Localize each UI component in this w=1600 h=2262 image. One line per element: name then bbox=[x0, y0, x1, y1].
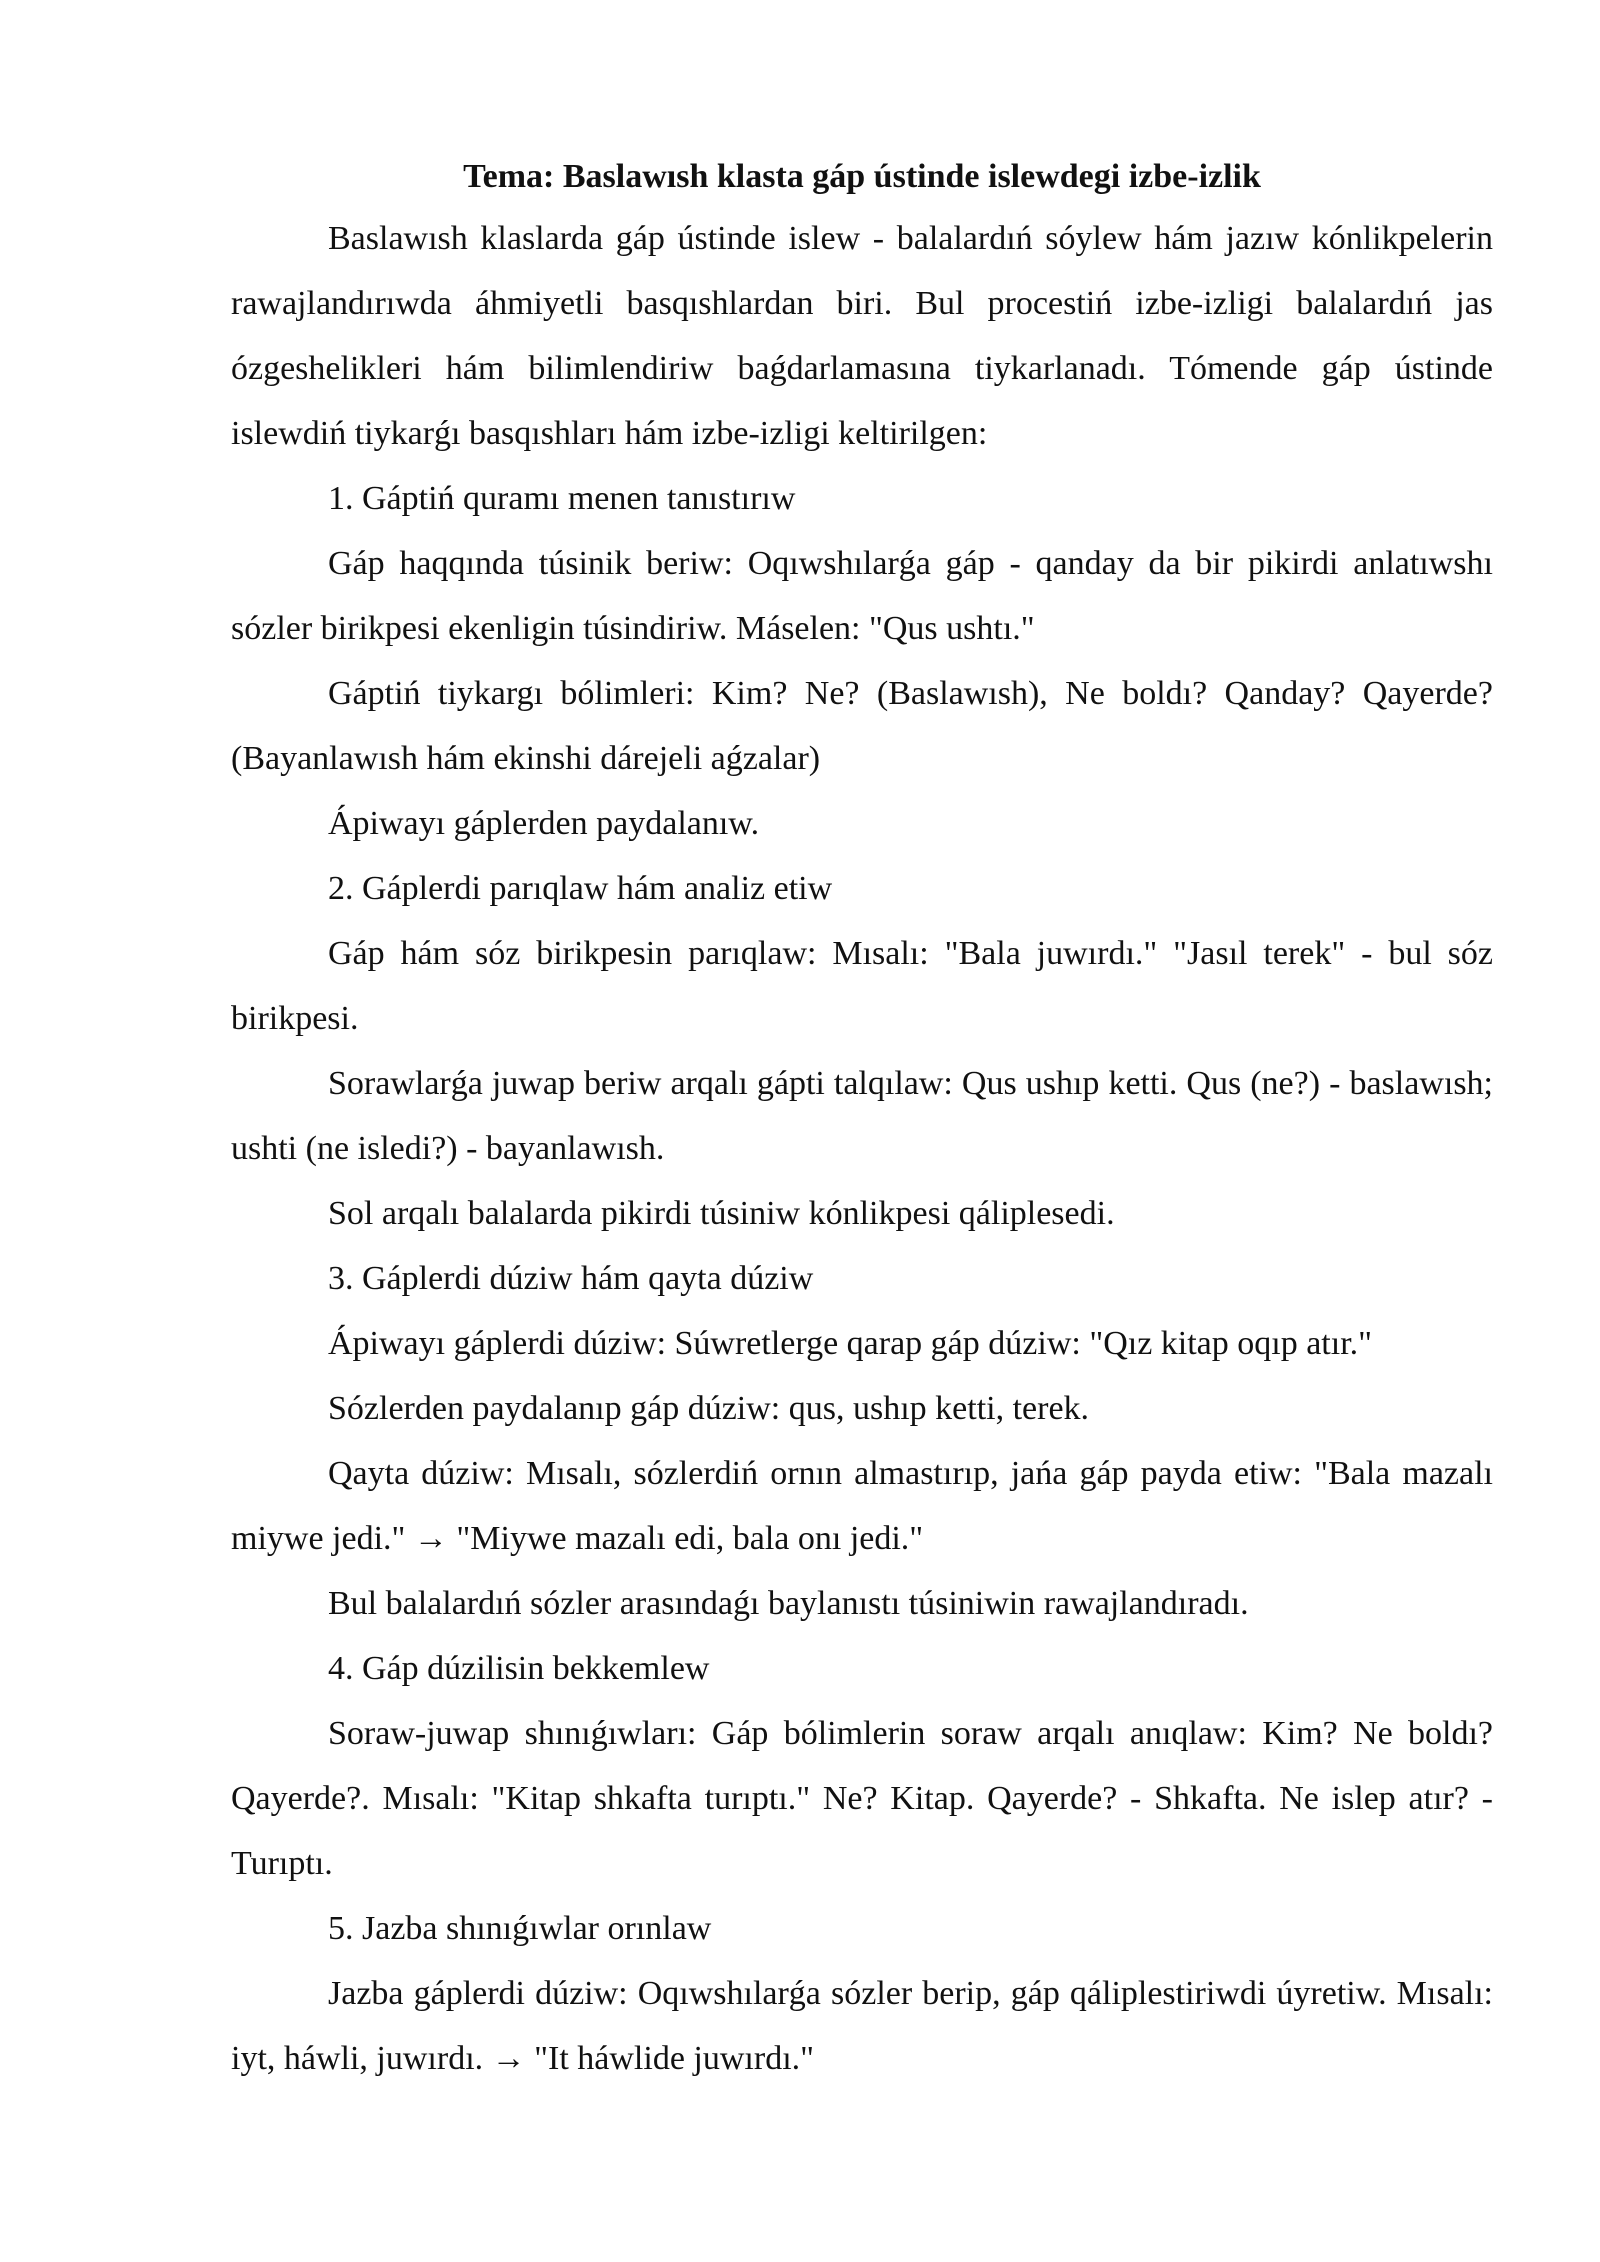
section-heading-3: 3. Gáplerdi dúziw hám qayta dúziw bbox=[328, 1260, 814, 1297]
paragraph: Bul balalardıń sózler arasındaǵı baylanıstı túsiniwin rawajlandıradı. bbox=[328, 1585, 1249, 1622]
document-title: Tema: Baslawısh klasta gáp ústinde islewdegi izbe-izlik bbox=[463, 158, 1261, 195]
intro-paragraph: Baslawısh klaslarda gáp ústinde islew - balalardıń sóylew hám jazıw kónlikpelerin rawajlandırıwda áhmiyetli basqıshlardan biri. Bul procestiń izbe-izligi balalardıń jas ózgeshelikleri hám bilimlendiriw baǵdarlamasına tiykarlanadı. Tómende gáp ústinde islewdiń tiykarǵı basqıshları hám izbe-izligi keltirilgen: bbox=[231, 220, 1493, 452]
document-body bbox=[231, 148, 1493, 2091]
section-heading-5: 5. Jazba shınıǵıwlar orınlaw bbox=[328, 1910, 712, 1947]
paragraph: Qayta dúziw: Mısalı, sózlerdiń ornın almastırıp, jańa gáp payda etiw: "Bala mazalı miywe jedi." → "Miywe mazalı edi, bala onı jedi." bbox=[231, 1455, 1493, 1557]
paragraph: Gáp hám sóz birikpesin parıqlaw: Mısalı: "Bala juwırdı." "Jasıl terek" - bul sóz birikpesi. bbox=[231, 935, 1493, 1037]
paragraph: Ápiwayı gáplerdi dúziw: Súwretlerge qarap gáp dúziw: "Qız kitap oqıp atır." bbox=[328, 1325, 1373, 1362]
paragraph: Gáp haqqında túsinik beriw: Oqıwshılarǵa gáp - qanday da bir pikirdi anlatıwshı sózler birikpesi ekenligin túsindiriw. Máselen: "Qus ushtı." bbox=[231, 545, 1493, 647]
paragraph: Ápiwayı gáplerden paydalanıw. bbox=[328, 805, 760, 842]
paragraph: Soraw-juwap shınıǵıwları: Gáp bólimlerin soraw arqalı anıqlaw: Kim? Ne boldı? Qayerde?. Mısalı: "Kitap shkafta turıptı." Ne? Kitap. Qayerde? - Shkafta. Ne islep atır? - Turıptı. bbox=[231, 1715, 1493, 1882]
paragraph: Sorawlarǵa juwap beriw arqalı gápti talqılaw: Qus ushıp ketti. Qus (ne?) - baslawısh; ushti (ne isledi?) - bayanlawısh. bbox=[231, 1065, 1493, 1167]
paragraph: Sol arqalı balalarda pikirdi túsiniw kónlikpesi qáliplesedi. bbox=[328, 1195, 1115, 1232]
paragraph: Gáptiń tiykargı bólimleri: Kim? Ne? (Baslawısh), Ne boldı? Qanday? Qayerde? (Bayanlawısh hám ekinshi dárejeli aǵzalar) bbox=[231, 675, 1493, 777]
paragraph: Sózlerden paydalanıp gáp dúziw: qus, ushıp ketti, terek. bbox=[328, 1390, 1090, 1427]
section-heading-4: 4. Gáp dúzilisin bekkemlew bbox=[328, 1650, 710, 1687]
section-heading-2: 2. Gáplerdi parıqlaw hám analiz etiw bbox=[328, 870, 833, 907]
paragraph: Jazba gáplerdi dúziw: Oqıwshılarǵa sózler berip, gáp qáliplestiriwdi úyretiw. Mısalı: iyt, háwli, juwırdı. → "It háwlide juwırdı." bbox=[231, 1975, 1493, 2077]
section-heading-1: 1. Gáptiń quramı menen tanıstırıw bbox=[328, 480, 796, 517]
